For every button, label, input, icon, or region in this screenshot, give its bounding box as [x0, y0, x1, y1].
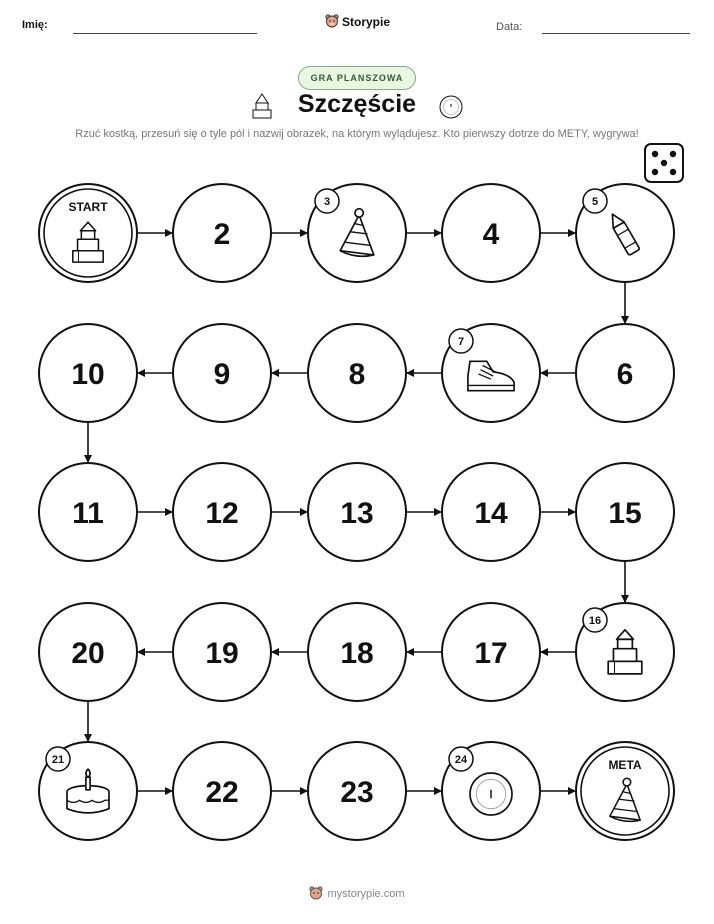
instructions: Rzuć kostką, przesuń się o tyle pól i nazwij obrazek, na którym wylądujesz. Kto pierwszy dotrze do METY, wygrywa!	[75, 128, 639, 140]
cell-number: 19	[205, 637, 239, 670]
date-label: Data:	[496, 21, 523, 33]
cell-number-badge: 16	[588, 615, 602, 627]
cell-number: 8	[348, 358, 366, 391]
board-cell	[308, 742, 406, 840]
board-cell	[173, 324, 271, 422]
cell-number: 14	[474, 497, 508, 530]
cell-number: 22	[205, 776, 239, 809]
board-cell	[173, 463, 271, 561]
cell-number: 6	[616, 358, 634, 391]
board-cell	[576, 603, 674, 701]
finish-label: META	[608, 758, 642, 772]
cell-number: 12	[205, 497, 239, 530]
board-cell	[576, 742, 674, 840]
board-cell	[39, 324, 137, 422]
cell-number: 9	[213, 358, 231, 391]
cell-number-badge: 5	[591, 196, 599, 208]
board-cell	[576, 463, 674, 561]
cell-number: 20	[71, 637, 105, 670]
board-cells	[39, 184, 674, 840]
board-cell	[308, 603, 406, 701]
board-cell	[308, 324, 406, 422]
cell-number: 15	[608, 497, 642, 530]
cell-number-badge: 3	[323, 196, 331, 208]
board-cell	[442, 324, 540, 422]
cell-number: 11	[72, 497, 104, 530]
board-cell	[442, 742, 540, 840]
cell-number: 17	[474, 637, 508, 670]
board-cell	[308, 184, 406, 282]
board-cell	[308, 463, 406, 561]
name-label: Imię:	[22, 19, 48, 31]
plate-icon	[470, 773, 512, 815]
bear-icon	[309, 886, 323, 901]
brand-name: Storypie	[342, 14, 391, 29]
cell-number: 10	[71, 358, 105, 391]
cell-number: 13	[340, 497, 374, 530]
board-cell	[39, 463, 137, 561]
start-label: START	[68, 200, 108, 214]
cell-number: 4	[482, 218, 500, 251]
cell-number-badge: 7	[457, 336, 465, 348]
cell-number: 18	[340, 637, 374, 670]
board-cell	[576, 324, 674, 422]
cell-number-badge: 24	[454, 754, 468, 766]
board-cell	[576, 184, 674, 282]
page-title: Szczęście	[297, 90, 417, 118]
board-cell	[442, 463, 540, 561]
board-cell	[442, 184, 540, 282]
board-cell	[39, 742, 137, 840]
board-cell	[39, 603, 137, 701]
board-cell	[173, 603, 271, 701]
board-cell	[442, 603, 540, 701]
cell-number: 23	[340, 776, 374, 809]
cell-number-badge: 21	[51, 754, 65, 766]
footer-url: mystorypie.com	[327, 887, 405, 900]
board-cell	[173, 742, 271, 840]
board-cell	[39, 184, 137, 282]
board-cell	[173, 184, 271, 282]
game-type-badge: GRA PLANSZOWA	[298, 66, 416, 90]
cell-number: 2	[213, 218, 231, 251]
footer	[0, 886, 714, 901]
